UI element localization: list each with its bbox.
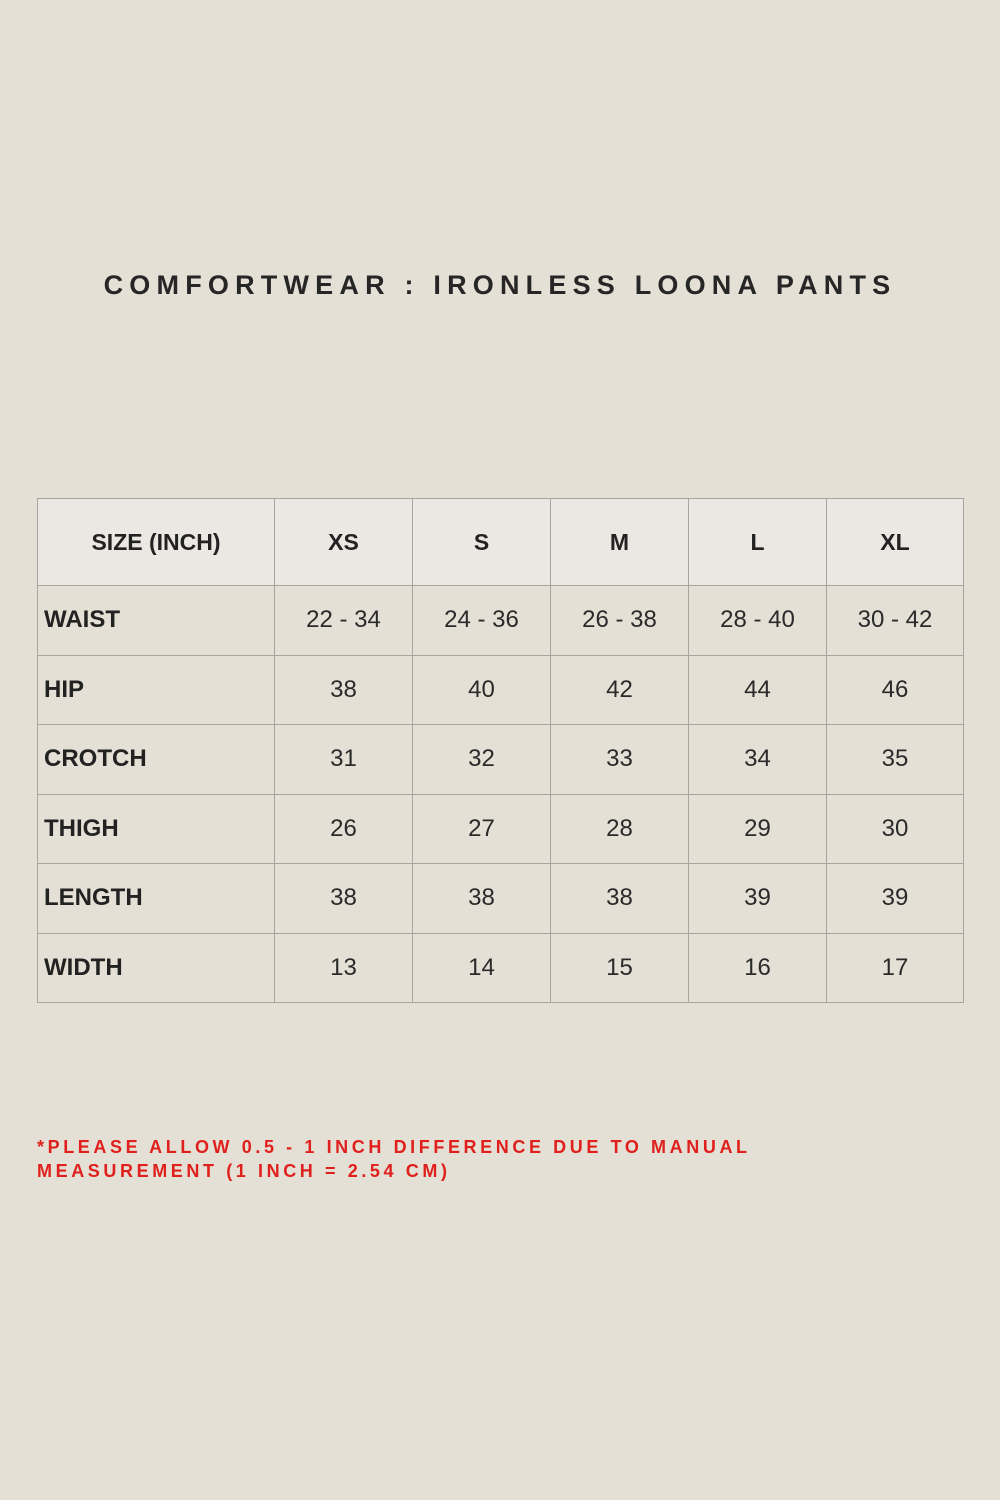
- table-cell: 40: [413, 655, 551, 725]
- size-chart-table: [37, 498, 964, 1003]
- row-label-hip: HIP: [38, 655, 275, 725]
- table-cell: 27: [413, 794, 551, 864]
- header-xs: XS: [275, 499, 413, 586]
- table-cell: 26 - 38: [551, 586, 689, 656]
- table-cell: 29: [689, 794, 827, 864]
- table-cell: 34: [689, 725, 827, 795]
- table-cell: 26: [275, 794, 413, 864]
- measurement-note-line-2: MEASUREMENT (1 INCH = 2.54 CM): [37, 1161, 451, 1181]
- table-cell: 15: [551, 933, 689, 1003]
- table-row: [38, 933, 964, 1003]
- table-row: [38, 725, 964, 795]
- table-cell: 24 - 36: [413, 586, 551, 656]
- row-label-crotch: CROTCH: [38, 725, 275, 795]
- table-header-row: [38, 499, 964, 586]
- table-row: [38, 864, 964, 934]
- header-l: L: [689, 499, 827, 586]
- row-label-width: WIDTH: [38, 933, 275, 1003]
- header-s: S: [413, 499, 551, 586]
- row-label-length: LENGTH: [38, 864, 275, 934]
- measurement-note: [37, 1135, 937, 1183]
- table-cell: 35: [827, 725, 964, 795]
- table-row: [38, 586, 964, 656]
- table-cell: 32: [413, 725, 551, 795]
- table-cell: 39: [827, 864, 964, 934]
- table-cell: 38: [275, 864, 413, 934]
- table-cell: 13: [275, 933, 413, 1003]
- table-cell: 30 - 42: [827, 586, 964, 656]
- header-xl: XL: [827, 499, 964, 586]
- table-cell: 22 - 34: [275, 586, 413, 656]
- table-cell: 42: [551, 655, 689, 725]
- table-cell: 31: [275, 725, 413, 795]
- table-row: [38, 655, 964, 725]
- table-cell: 39: [689, 864, 827, 934]
- row-label-thigh: THIGH: [38, 794, 275, 864]
- measurement-note-line-1: *PLEASE ALLOW 0.5 - 1 INCH DIFFERENCE DUE TO MANUAL: [37, 1137, 751, 1157]
- table-cell: 38: [275, 655, 413, 725]
- table-cell: 28: [551, 794, 689, 864]
- header-size-inch: SIZE (INCH): [38, 499, 275, 586]
- row-label-waist: WAIST: [38, 586, 275, 656]
- header-m: M: [551, 499, 689, 586]
- table-cell: 14: [413, 933, 551, 1003]
- table-cell: 30: [827, 794, 964, 864]
- table-cell: 28 - 40: [689, 586, 827, 656]
- table-cell: 38: [413, 864, 551, 934]
- table-cell: 44: [689, 655, 827, 725]
- table-row: [38, 794, 964, 864]
- page-title: COMFORTWEAR : IRONLESS LOONA PANTS: [103, 270, 897, 300]
- table-cell: 33: [551, 725, 689, 795]
- table-cell: 46: [827, 655, 964, 725]
- table-cell: 16: [689, 933, 827, 1003]
- table-cell: 38: [551, 864, 689, 934]
- table-cell: 17: [827, 933, 964, 1003]
